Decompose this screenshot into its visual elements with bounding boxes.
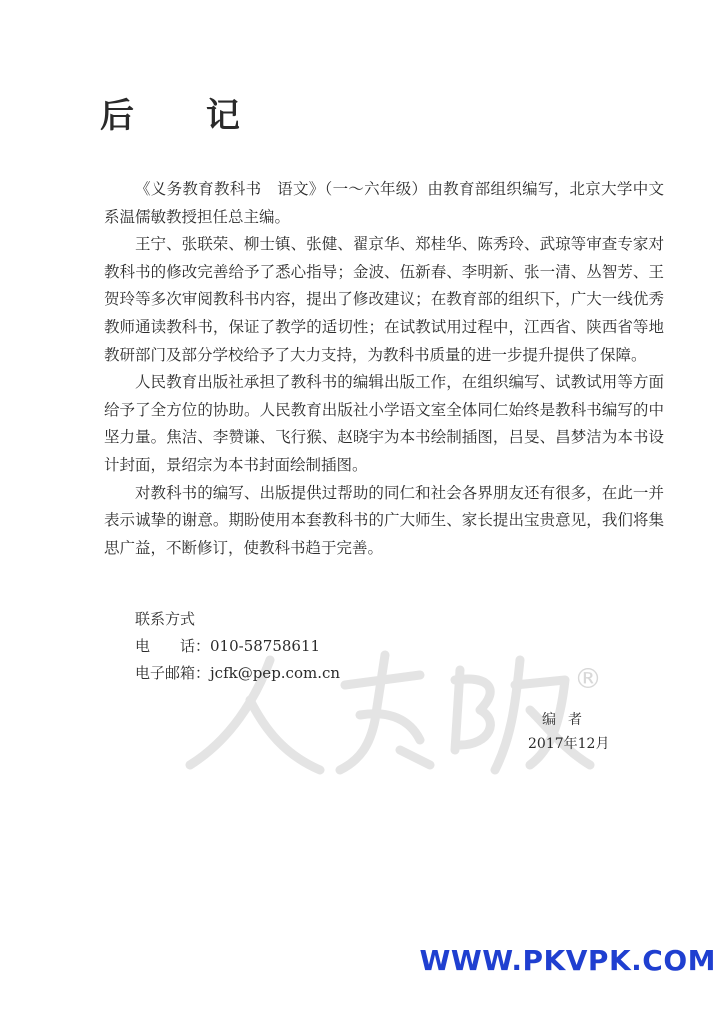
email-row bbox=[135, 660, 340, 687]
paragraph-2: 王宁、张联荣、柳士镇、张健、翟京华、郑桂华、陈秀玲、武琼等审查专家对教科书的修改完善给予了悉心指导；金波、伍新春、李明新、张一清、丛智芳、王贺玲等多次审阅教科书内容，提出了修改建议；在教育部的组织下，广大一线优秀教师通读教科书，保证了教学的适切性；在试教试用过程中，江西省、陕西省等地教研部门及部分学校给予了大力支持，为教科书质量的进一步提升提供了保障。 bbox=[104, 235, 664, 364]
email-label: 电子邮箱： bbox=[135, 664, 211, 682]
email-address: jcfk@pep.com.cn bbox=[210, 664, 341, 682]
site-watermark: WWW.PKVPK.COM bbox=[419, 944, 716, 977]
phone-row bbox=[135, 633, 340, 660]
paragraph-3: 人民教育出版社承担了教科书的编辑出版工作，在组织编写、试教试用等方面给予了全方位的协助。人民教育出版社小学语文室全体同仁始终是教科书编写的中坚力量。焦洁、李赞谦、飞行猴、赵晓宇为本书绘制插图，吕旻、昌梦洁为本书设计封面，景绍宗为本书封面绘制插图。 bbox=[104, 373, 664, 474]
signature-date: 2017年12月 bbox=[528, 736, 610, 752]
paragraph-1: 《义务教育教科书 语文》（一～六年级）由教育部组织编写，北京大学中文系温儒敏教授担任总主编。 bbox=[104, 180, 664, 226]
afterword-body bbox=[104, 176, 664, 562]
contact-info bbox=[135, 606, 340, 687]
phone-label: 电 话： bbox=[135, 637, 211, 655]
contact-heading: 联系方式 bbox=[135, 610, 196, 628]
editor-signature: 编者 bbox=[542, 712, 594, 728]
signature-block bbox=[528, 708, 609, 756]
registered-mark: ® bbox=[574, 662, 602, 695]
page-title: 后 记 bbox=[100, 96, 270, 136]
phone-number: 010-58758611 bbox=[210, 637, 321, 655]
paragraph-4: 对教科书的编写、出版提供过帮助的同仁和社会各界朋友还有很多，在此一并表示诚挚的谢意。期盼使用本套教科书的广大师生、家长提出宝贵意见，我们将集思广益，不断修订，使教科书趋于完善。 bbox=[104, 483, 664, 557]
